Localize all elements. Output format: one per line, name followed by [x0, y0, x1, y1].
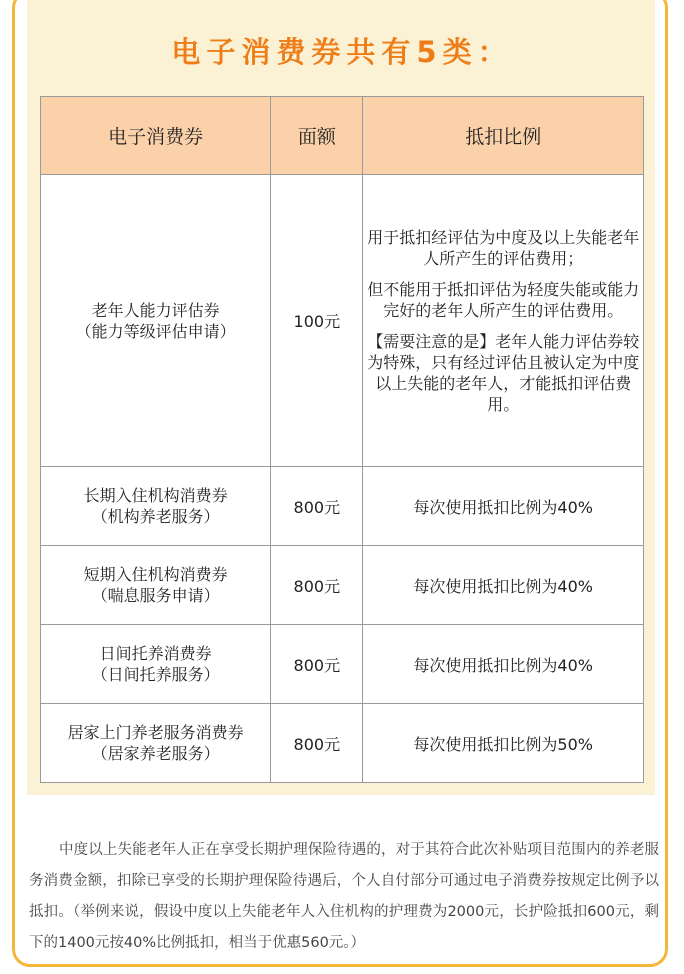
table-header-row [41, 97, 644, 175]
table-row [41, 546, 644, 625]
voucher-name: 长期入住机构消费券 [83, 486, 228, 505]
voucher-subtitle: （能力等级评估申请） [75, 321, 236, 341]
table-row [41, 467, 644, 546]
voucher-subtitle: （日间托养服务） [91, 665, 220, 684]
voucher-name: 日间托养消费券 [99, 644, 212, 663]
voucher-name-cell [41, 546, 271, 625]
table-row [41, 175, 644, 467]
voucher-ratio: 每次使用抵扣比例为50% [363, 704, 644, 783]
header-amount: 面额 [271, 97, 363, 175]
voucher-ratio: 每次使用抵扣比例为40% [363, 546, 644, 625]
voucher-amount: 800元 [271, 625, 363, 704]
voucher-name-cell [41, 704, 271, 783]
ratio-paragraph: 【需要注意的是】老年人能力评估券较为特殊，只有经过评估且被认定为中度以上失能的老年人，才能抵扣评估费用。 [367, 331, 640, 414]
page-title: 电子消费券共有5类： [171, 35, 513, 69]
voucher-subtitle: （喘息服务申请） [91, 586, 220, 605]
voucher-amount: 800元 [271, 546, 363, 625]
ratio-paragraph: 用于抵扣经评估为中度及以上失能老年人所产生的评估费用； [367, 227, 640, 268]
voucher-ratio: 每次使用抵扣比例为40% [363, 467, 644, 546]
voucher-name: 短期入住机构消费券 [83, 565, 228, 584]
voucher-amount: 800元 [271, 704, 363, 783]
voucher-name: 老年人能力评估券 [91, 300, 220, 320]
voucher-amount: 800元 [271, 467, 363, 546]
voucher-amount: 100元 [271, 175, 363, 467]
voucher-table [40, 96, 644, 783]
table-row [41, 625, 644, 704]
voucher-subtitle: （机构养老服务） [91, 507, 220, 526]
header-voucher: 电子消费券 [41, 97, 271, 175]
voucher-ratio-cell [363, 175, 644, 467]
voucher-name-cell [41, 625, 271, 704]
voucher-ratio: 每次使用抵扣比例为40% [363, 625, 644, 704]
voucher-name-cell [41, 467, 271, 546]
voucher-name: 居家上门养老服务消费券 [67, 723, 244, 742]
voucher-name-cell [41, 175, 271, 467]
footer-paragraph: 中度以上失能老年人正在享受长期护理保险待遇的，对于其符合此次补贴项目范围内的养老服务消费金额，扣除已享受的长期护理保险待遇后，个人自付部分可通过电子消费券按规定比例予以抵扣。（举例来说，假设中度以上失能老年人入住机构的护理费为2000元，长护险抵扣600元，剩下的1400元按40%比例抵扣，相当于优惠560元。） [29, 841, 659, 951]
table-row [41, 704, 644, 783]
header-ratio: 抵扣比例 [363, 97, 644, 175]
voucher-subtitle: （居家养老服务） [91, 744, 220, 763]
ratio-paragraph: 但不能用于抵扣评估为轻度失能或能力完好的老年人所产生的评估费用。 [367, 279, 640, 320]
